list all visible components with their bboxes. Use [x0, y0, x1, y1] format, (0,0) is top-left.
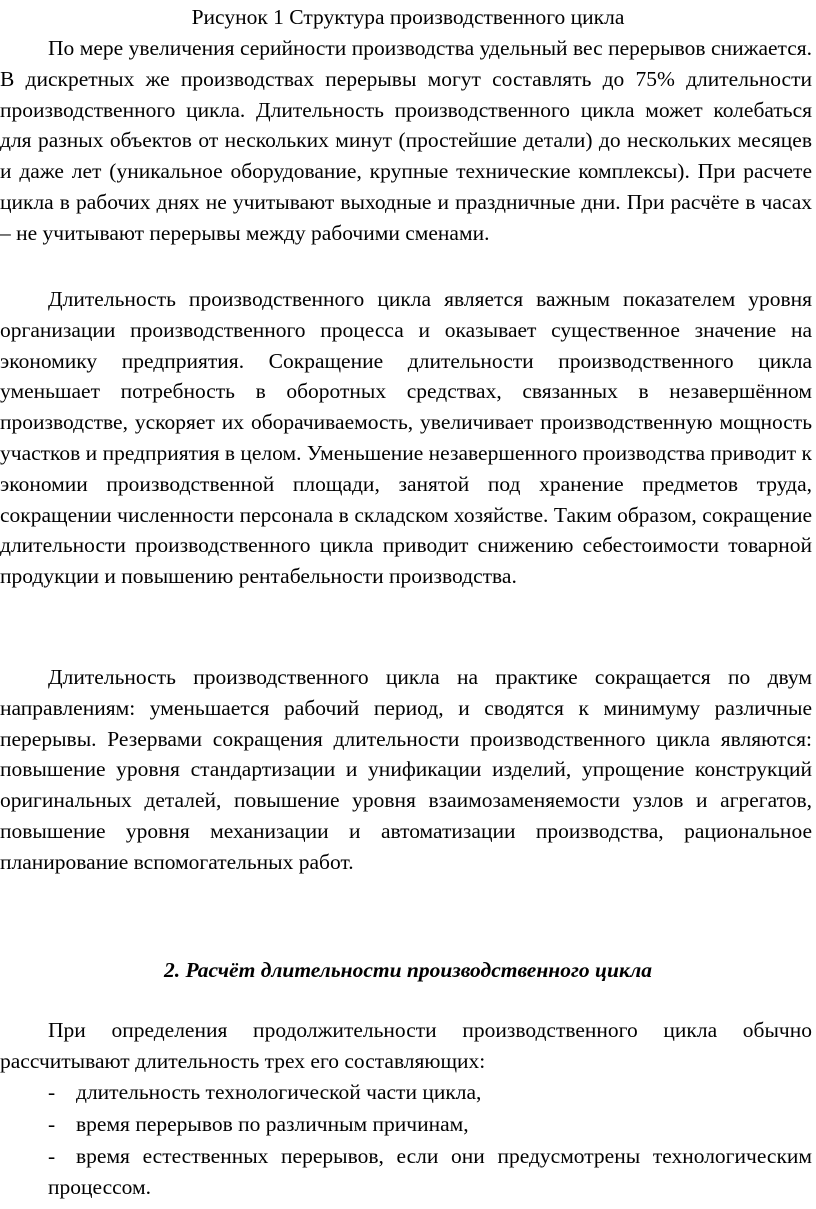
- list-item-text: время естественных перерывов, если они предусмотрены технологическим процессом.: [48, 1144, 812, 1199]
- list-item-text: время перерывов по различным причинам,: [76, 1112, 469, 1136]
- figure-caption: Рисунок 1 Структура производственного цикла: [191, 5, 625, 29]
- list-item: [48, 1109, 812, 1140]
- list-marker: -: [48, 1080, 56, 1104]
- paragraph-reduction: Длительность производственного цикла на практике сокращается по двум направлениям: уменьшается рабочий период, и сводятся к минимуму различные перерывы. Резервами сокращения длительности производственного цикла являются: повышение уровня стандартизации и унификации изделий, упрощение конструкций оригинальных деталей, повышение уровня взаимозаменяемости узлов и агрегатов, повышение уровня механизации и автоматизации производства, рациональное планирование вспомогательных работ.: [0, 665, 812, 874]
- list-marker: -: [48, 1112, 56, 1136]
- section-heading: 2. Расчёт длительности производственного цикла: [163, 958, 653, 982]
- list-item-text: длительность технологической части цикла,: [76, 1080, 482, 1104]
- list-item: [48, 1141, 812, 1203]
- list-item: [48, 1077, 812, 1108]
- paragraph-intro: По мере увеличения серийности производства удельный вес перерывов снижается. В дискретных же производствах перерывы могут составлять до 75% длительности производственного цикла. Длительность производственного цикла может колебаться для разных объектов от нескольких минут (простейшие детали) до нескольких месяцев и даже лет (уникальное оборудование, крупные технические комплексы). При расчете цикла в рабочих днях не учитывают выходные и праздничные дни. При расчёте в часах – не учитывают перерывы между рабочими сменами.: [0, 36, 812, 245]
- paragraph-components-intro: При определения продолжительности производственного цикла обычно рассчитывают длительность трех его составляющих:: [0, 1018, 812, 1073]
- list-marker: -: [48, 1144, 56, 1168]
- paragraph-importance: Длительность производственного цикла является важным показателем уровня организации производственного процесса и оказывает существенное значение на экономику предприятия. Сокращение длительности производственного цикла уменьшает потребность в оборотных средствах, связанных в незавершённом производстве, ускоряет их оборачиваемость, увеличивает производственную мощность участков и предприятия в целом. Уменьшение незавершенного производства приводит к экономии производственной площади, занятой под хранение предметов труда, сокращении численности персонала в складском хозяйстве. Таким образом, сокращение длительности производственного цикла приводит снижению себестоимости товарной продукции и повышению рентабельности производства.: [0, 287, 812, 589]
